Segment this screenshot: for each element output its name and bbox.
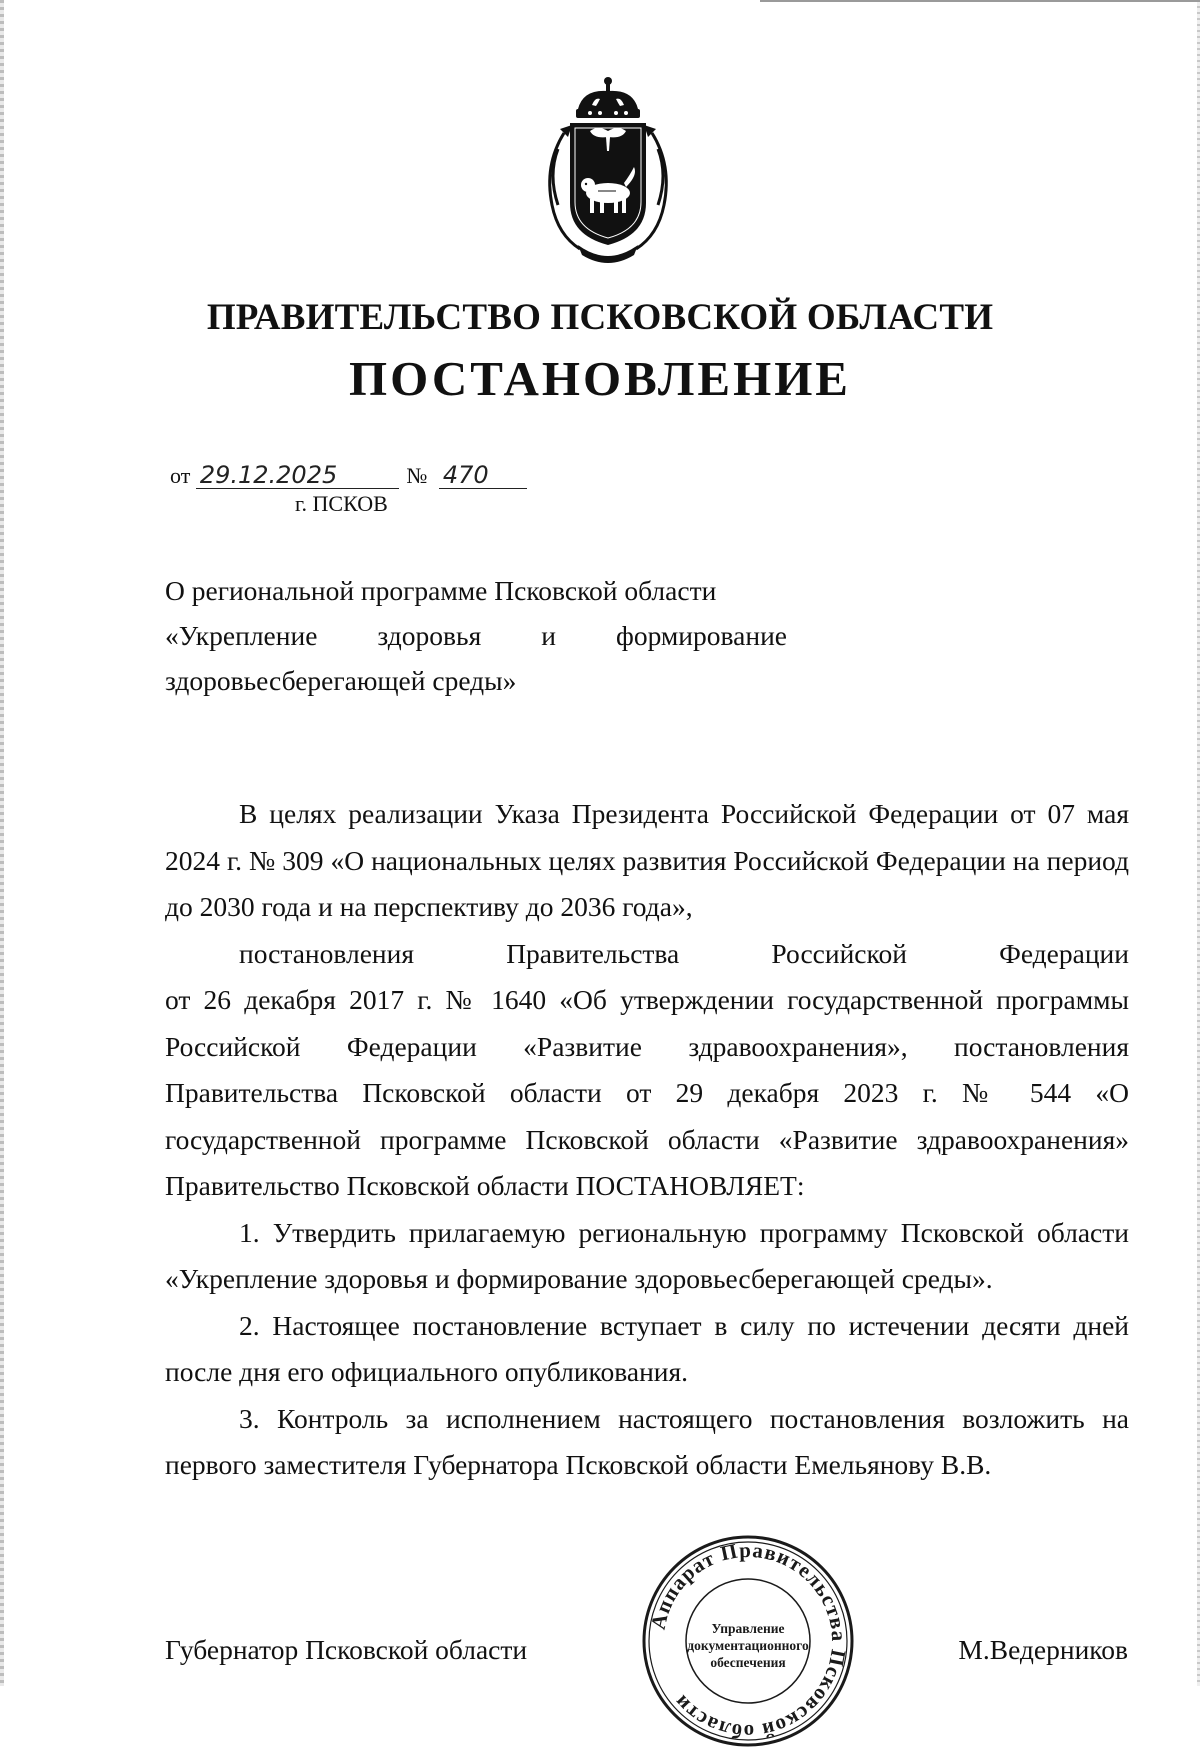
stamp-ring-text: Аппарат Правительства Псковской области	[645, 1537, 852, 1745]
registration-line	[170, 462, 527, 489]
stamp-center-line: обеспечения	[710, 1655, 786, 1670]
stamp-center-text	[665, 1620, 831, 1671]
clause-1: 1. Утвердить прилагаемую региональную программу Псковской области «Укрепление здоровья и формирование здоровьесберегающей среды».	[165, 1216, 1129, 1294]
organization-title: ПРАВИТЕЛЬСТВО ПСКОВСКОЙ ОБЛАСТИ	[206, 297, 994, 338]
signatory-name: М.Ведерников	[958, 1634, 1128, 1665]
clause-3: 3. Контроль за исполнением настоящего постановления возложить на первого заместителя Губернатора Псковской области Емельянову В.В.	[165, 1402, 1129, 1480]
coat-of-arms-emblem	[538, 75, 678, 265]
city-label: г. ПСКОВ	[295, 491, 388, 516]
stamp-center-line: документационного	[687, 1638, 809, 1653]
document-subject	[165, 568, 787, 703]
date-prefix: от	[170, 463, 191, 488]
clause-2: 2. Настоящее постановление вступает в силу по истечении десяти дней после дня его официального опубликования.	[165, 1309, 1129, 1387]
subject-line: здоровьесберегающей среды»	[165, 665, 517, 696]
preamble-paragraph	[165, 791, 1129, 1210]
preamble-text: В целях реализации Указа Президента Российской Федерации от 07 мая 2024 г. № 309 «О национальных целях развития Российской Федерации на период до 2030 года и на перспективу до 2036 года»,	[165, 798, 1129, 922]
preamble-text: от 26 декабря 2017 г. № 1640 «Об утверждении государственной программы Российской Федерации «Развитие здравоохранения», постановления Правительства Псковской области от 29 декабря 2023 г. № 544 «О государственной программе Псковской области «Развитие здравоохранения» Правительство Псковской области ПОСТАНОВЛЯЕТ:	[165, 984, 1129, 1201]
signatory-title: Губернатор Псковской области	[165, 1634, 528, 1665]
number-prefix: №	[406, 463, 428, 488]
subject-line: О региональной программе Псковской области	[165, 575, 717, 606]
document-type-heading: ПОСТАНОВЛЕНИЕ	[349, 351, 851, 406]
preamble-text: постановления Правительства Российской Федерации	[239, 937, 1129, 969]
document-number: 470	[439, 462, 527, 489]
document-date: 29.12.2025	[196, 462, 399, 489]
stamp-center-line: Управление	[711, 1621, 785, 1636]
scan-top-rule	[760, 0, 1200, 2]
subject-line: «Укрепление здоровья и формирование	[165, 620, 787, 651]
document-body	[165, 791, 1129, 1489]
scan-edge-left	[0, 0, 4, 1686]
